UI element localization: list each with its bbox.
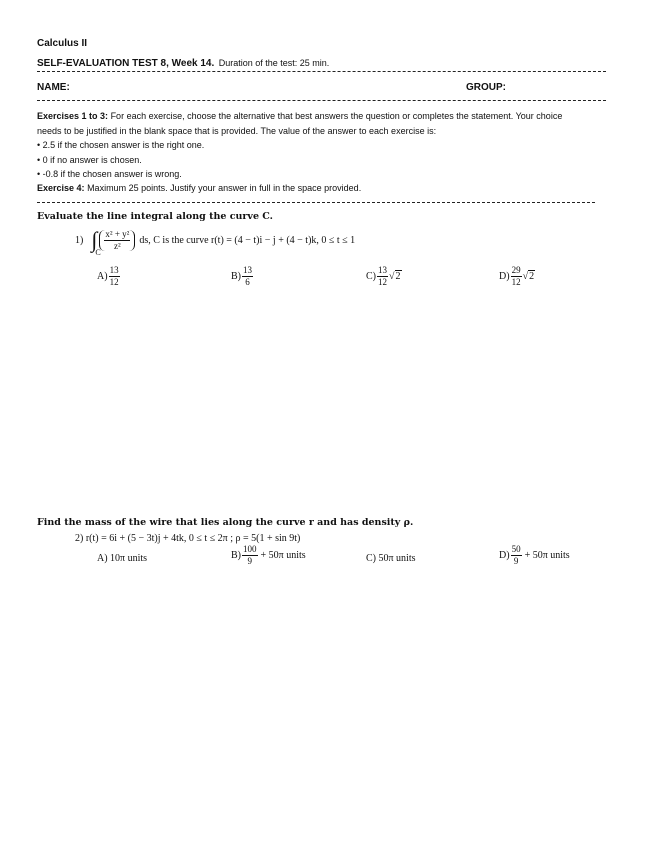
group-label: GROUP: — [466, 82, 506, 93]
instructions-ex4 — [37, 183, 361, 193]
q1-d-radicand: 2 — [529, 271, 535, 282]
q1-option-d-label: D) — [499, 271, 510, 282]
q1-option-a-fraction — [109, 266, 120, 287]
q1-c-sqrt: √2 — [389, 271, 401, 282]
q2-d-num: 50 — [511, 544, 521, 554]
question1-curve: ds, C is the curve r(t) = (4 − t)i − j + (4 − t)k, 0 ≤ t ≤ 1 — [139, 234, 356, 246]
ex13-text: For each exercise, choose the alternative that best answers the question or completes the statement. Your choice — [110, 111, 563, 121]
q1-c-den: 12 — [378, 277, 387, 287]
q2-option-c-text: C) 50π units — [366, 553, 416, 564]
q1-option-c-label: C) — [366, 271, 376, 282]
q2-b-num: 100 — [243, 544, 257, 554]
q1-option-b[interactable] — [231, 266, 254, 287]
bullet-no-answer: • 0 if no answer is chosen. — [37, 155, 142, 165]
q1-a-den: 12 — [109, 277, 119, 287]
question1-number: 1) — [75, 234, 84, 246]
q1-option-c-fraction — [377, 266, 388, 287]
ex4-text: Maximum 25 points. Justify your answer in full in the space provided. — [87, 183, 362, 193]
divider — [37, 202, 595, 203]
ex4-label: Exercise 4: — [37, 183, 85, 193]
q2-option-b-label: B) — [231, 550, 241, 561]
q1-a-num: 13 — [109, 265, 119, 275]
question2-statement: 2) r(t) = 6i + (5 − 3t)j + 4tk, 0 ≤ t ≤ 2π ; ρ = 5(1 + sin 9t) — [75, 533, 301, 544]
q1-option-c[interactable] — [366, 266, 402, 287]
q2-d-den: 9 — [513, 556, 519, 566]
question1-statement — [75, 227, 356, 257]
question2-heading: Find the mass of the wire that lies along the curve r and has density ρ. — [37, 517, 414, 528]
ex13-label: Exercises 1 to 3: — [37, 111, 109, 121]
q2-option-b[interactable] — [231, 545, 306, 566]
course-title: Calculus II — [37, 38, 88, 49]
test-title-line — [37, 53, 329, 71]
q1-c-num: 13 — [378, 265, 387, 275]
instructions-ex13-cont: needs to be justified in the blank space that is provided. The value of the answer to each exercise is: — [37, 126, 437, 136]
q2-option-d[interactable] — [499, 545, 570, 566]
integral-sign: ∫ C — [91, 227, 101, 257]
q1-option-b-label: B) — [231, 271, 241, 282]
q2-b-den: 9 — [247, 556, 252, 566]
test-title: SELF-EVALUATION TEST 8, Week 14. — [37, 58, 215, 69]
q1-d-num: 29 — [511, 265, 521, 275]
q1-option-a[interactable] — [97, 266, 121, 287]
q2-option-d-fraction — [511, 545, 522, 566]
bullet-wrong: • -0.8 if the chosen answer is wrong. — [37, 169, 182, 179]
integrand-denominator: z² — [114, 240, 121, 251]
q2-b-rest: + 50π units — [260, 550, 306, 561]
q2-d-rest: + 50π units — [524, 550, 570, 561]
test-duration: Duration of the test: 25 min. — [218, 58, 330, 68]
q2-option-c[interactable] — [366, 553, 416, 564]
q1-option-d-fraction — [511, 266, 522, 287]
name-label: NAME: — [37, 82, 70, 93]
q2-option-b-fraction — [242, 545, 258, 566]
q1-option-b-fraction — [242, 266, 253, 287]
integrand-numerator: x² + y² — [105, 228, 130, 239]
q1-option-a-label: A) — [97, 271, 108, 282]
integrand-fraction — [104, 230, 130, 251]
q1-d-sqrt: √2 — [522, 271, 535, 282]
q1-b-num: 13 — [243, 265, 252, 275]
q1-c-radicand: 2 — [395, 271, 401, 282]
integrand — [99, 230, 135, 251]
divider — [37, 71, 606, 72]
question1-heading: Evaluate the line integral along the curve C. — [37, 211, 273, 222]
q1-b-den: 6 — [245, 277, 250, 287]
instructions-ex13 — [37, 111, 562, 121]
divider — [37, 100, 606, 101]
q1-d-den: 12 — [511, 277, 521, 287]
integral-subscript: C — [95, 248, 101, 257]
q2-option-d-label: D) — [499, 550, 510, 561]
q2-option-a[interactable] — [97, 553, 147, 564]
q1-option-d[interactable] — [499, 266, 535, 287]
bullet-correct: • 2.5 if the chosen answer is the right one. — [37, 140, 205, 150]
q2-option-a-text: A) 10π units — [97, 553, 148, 564]
